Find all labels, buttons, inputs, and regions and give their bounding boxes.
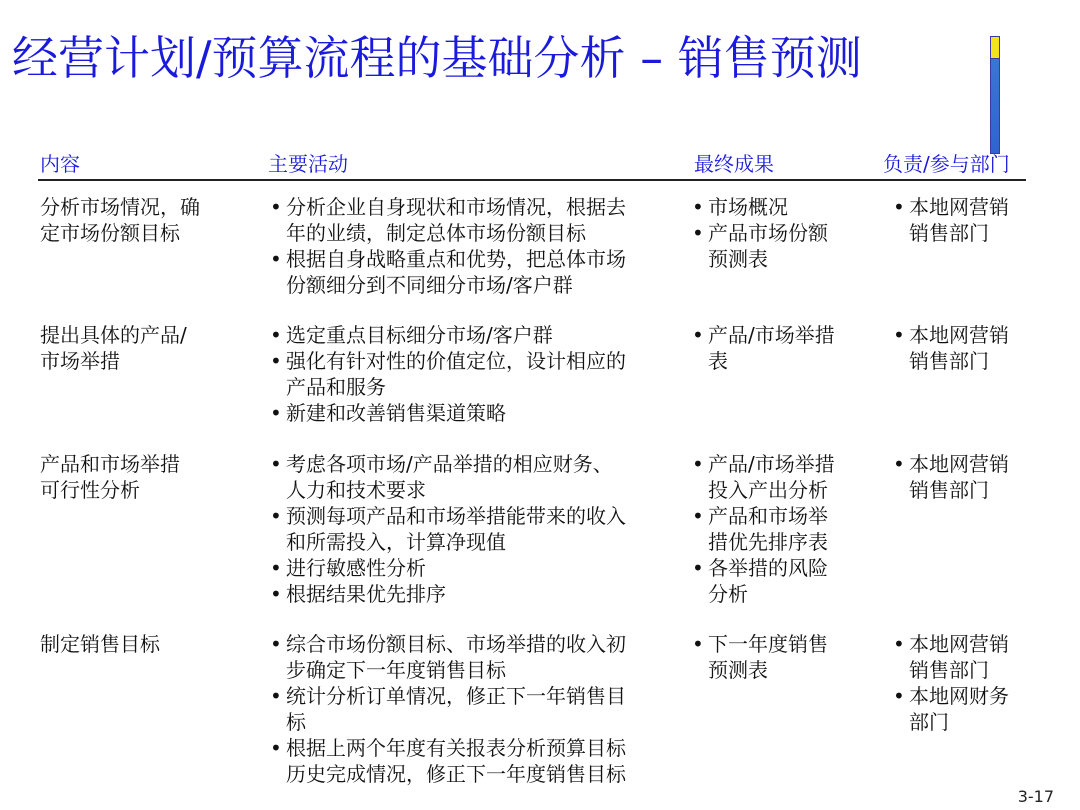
result-item-list xyxy=(692,194,852,272)
accent-bar-top xyxy=(991,37,999,59)
row-results xyxy=(692,451,852,607)
activity-item xyxy=(270,631,670,683)
text-line: • 选定重点目标细分市场/客户群 xyxy=(286,323,553,347)
result-item-list xyxy=(692,322,852,374)
dept-item xyxy=(893,194,1033,246)
row-content xyxy=(40,631,230,657)
text-line: • 进行敏感性分析 xyxy=(286,556,426,580)
text-line: • 根据上两个年度有关报表分析预算目标 xyxy=(286,736,626,760)
text-line: • 本地网营销 xyxy=(909,323,1009,347)
text-line: 分析市场情况，确 xyxy=(40,195,200,219)
activity-item-list xyxy=(270,322,670,426)
row-activities xyxy=(270,451,670,607)
text-line: • 各举措的风险 xyxy=(708,556,828,580)
result-item-list xyxy=(692,451,852,607)
activity-item xyxy=(270,555,670,581)
text-line: • 产品和市场举 xyxy=(708,504,828,528)
text-line: 份额细分到不同细分市场/客户群 xyxy=(286,273,573,297)
text-line: 部门 xyxy=(909,710,949,734)
text-line: • 本地网营销 xyxy=(909,195,1009,219)
page-number: 3-17 xyxy=(1017,787,1054,806)
row-dept xyxy=(893,631,1033,735)
text-line: 提出具体的产品/ xyxy=(40,323,187,347)
header-content: 内容 xyxy=(40,152,80,176)
text-line: 销售部门 xyxy=(909,478,989,502)
dept-item-list xyxy=(893,322,1033,374)
activity-item xyxy=(270,503,670,555)
result-item xyxy=(692,451,852,503)
activity-item xyxy=(270,246,670,298)
activity-item xyxy=(270,683,670,735)
text-line: 预测表 xyxy=(708,247,768,271)
text-line: • 产品市场份额 xyxy=(708,221,828,245)
dept-item xyxy=(893,451,1033,503)
activity-item xyxy=(270,348,670,400)
result-item xyxy=(692,322,852,374)
row-content xyxy=(40,194,230,246)
row-dept xyxy=(893,322,1033,374)
text-line: • 产品/市场举措 xyxy=(708,323,835,347)
result-item xyxy=(692,631,852,683)
result-item xyxy=(692,503,852,555)
row-dept xyxy=(893,451,1033,503)
text-line: 表 xyxy=(708,349,728,373)
text-line: 销售部门 xyxy=(909,349,989,373)
text-line: 定市场份额目标 xyxy=(40,221,180,245)
dept-item xyxy=(893,631,1033,683)
text-line: • 根据自身战略重点和优势，把总体市场 xyxy=(286,247,626,271)
result-item-list xyxy=(692,631,852,683)
row-dept xyxy=(893,194,1033,246)
text-line: • 统计分析订单情况，修正下一年销售目 xyxy=(286,684,626,708)
row-content xyxy=(40,451,230,503)
activity-item xyxy=(270,451,670,503)
text-line: 措优先排序表 xyxy=(708,530,828,554)
activity-item xyxy=(270,581,670,607)
text-line: • 产品/市场举措 xyxy=(708,452,835,476)
text-line: • 本地网营销 xyxy=(909,452,1009,476)
text-line: 投入产出分析 xyxy=(708,478,828,502)
text-line: • 本地网营销 xyxy=(909,632,1009,656)
text-line: 分析 xyxy=(708,582,748,606)
dept-item-list xyxy=(893,194,1033,246)
text-line: 标 xyxy=(286,710,306,734)
text-line: 销售部门 xyxy=(909,221,989,245)
text-line: 人力和技术要求 xyxy=(286,478,426,502)
dept-item xyxy=(893,683,1033,735)
text-line: • 根据结果优先排序 xyxy=(286,582,446,606)
dept-item-list xyxy=(893,631,1033,735)
header-results: 最终成果 xyxy=(694,152,774,176)
text-line: • 综合市场份额目标、市场举措的收入初 xyxy=(286,632,626,656)
text-line: • 考虑各项市场/产品举措的相应财务、 xyxy=(286,452,613,476)
text-line: 可行性分析 xyxy=(40,478,140,502)
activity-item xyxy=(270,194,670,246)
text-line: • 分析企业自身现状和市场情况，根据去 xyxy=(286,195,626,219)
activity-item xyxy=(270,322,670,348)
row-content xyxy=(40,322,230,374)
header-dept: 负责/参与部门 xyxy=(883,152,1010,176)
result-item xyxy=(692,555,852,607)
result-item xyxy=(692,220,852,272)
activity-item-list xyxy=(270,631,670,787)
header-rule xyxy=(38,179,1026,181)
text-line: 年的业绩，制定总体市场份额目标 xyxy=(286,221,586,245)
text-line: 产品和市场举措 xyxy=(40,452,180,476)
text-line: 步确定下一年度销售目标 xyxy=(286,658,506,682)
text-line: 制定销售目标 xyxy=(40,632,160,656)
activity-item xyxy=(270,735,670,787)
text-line: 市场举措 xyxy=(40,349,120,373)
text-line: 预测表 xyxy=(708,658,768,682)
row-activities xyxy=(270,194,670,298)
text-line: • 强化有针对性的价值定位，设计相应的 xyxy=(286,349,626,373)
text-line: • 本地网财务 xyxy=(909,684,1009,708)
row-results xyxy=(692,631,852,683)
row-results xyxy=(692,194,852,272)
text-line: 产品和服务 xyxy=(286,375,386,399)
activity-item-list xyxy=(270,451,670,607)
text-line: 历史完成情况，修正下一年度销售目标 xyxy=(286,762,626,786)
text-line: • 下一年度销售 xyxy=(708,632,828,656)
text-line: 销售部门 xyxy=(909,658,989,682)
text-line: • 预测每项产品和市场举措能带来的收入 xyxy=(286,504,626,528)
text-line: • 市场概况 xyxy=(708,195,788,219)
text-line: • 新建和改善销售渠道策略 xyxy=(286,401,506,425)
dept-item xyxy=(893,322,1033,374)
row-results xyxy=(692,322,852,374)
result-item xyxy=(692,194,852,220)
accent-bar xyxy=(990,36,1000,154)
dept-item-list xyxy=(893,451,1033,503)
row-activities xyxy=(270,631,670,787)
header-activities: 主要活动 xyxy=(268,152,348,176)
row-activities xyxy=(270,322,670,426)
activity-item xyxy=(270,400,670,426)
text-line: 和所需投入，计算净现值 xyxy=(286,530,506,554)
activity-item-list xyxy=(270,194,670,298)
page-title: 经营计划/预算流程的基础分析 – 销售预测 xyxy=(12,31,862,85)
